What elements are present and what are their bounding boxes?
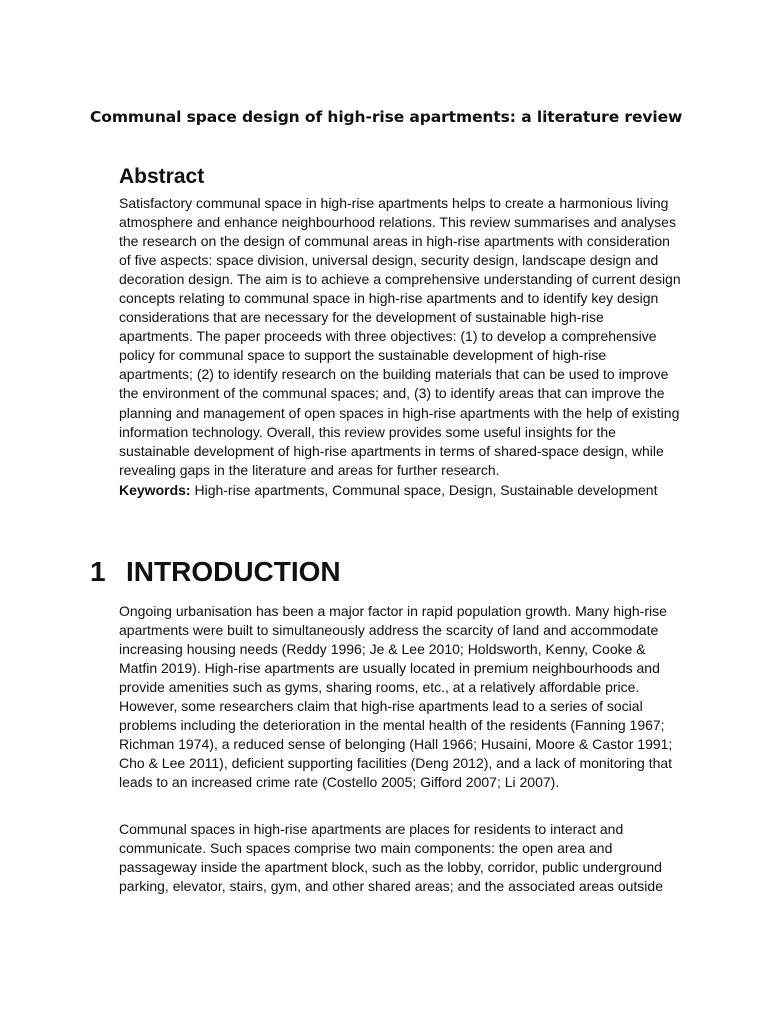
intro-paragraph-1	[119, 602, 679, 792]
section-heading	[90, 556, 341, 588]
abstract-body	[119, 194, 684, 480]
section-number: 1	[90, 556, 106, 587]
paper-title: Communal space design of high-rise apartments: a literature review	[90, 108, 683, 126]
abstract-line: apartments; (2) to identify research on the building materials that can be used to improve	[119, 366, 669, 383]
paragraph-line: Richman 1974), a reduced sense of belonging (Hall 1966; Husaini, Moore & Castor 1991;	[119, 736, 673, 753]
keywords	[119, 481, 657, 500]
section-title: INTRODUCTION	[126, 556, 341, 587]
paragraph-line: Ongoing urbanisation has been a major factor in rapid population growth. Many high-rise	[119, 603, 667, 619]
abstract-line: of five aspects: space division, universal design, security design, landscape design and	[119, 252, 659, 269]
abstract-line: Satisfactory communal space in high-rise apartments helps to create a harmonious living	[119, 195, 669, 211]
abstract-heading: Abstract	[119, 165, 205, 188]
abstract-line: information technology. Overall, this review provides some useful insights for the	[119, 423, 616, 440]
paragraph-line: problems including the deterioration in the mental health of the residents (Fanning 1967;	[119, 717, 665, 734]
abstract-line: sustainable development of high-rise apartments in terms of shared-space design, while	[119, 442, 664, 459]
paragraph-line: However, some researchers claim that high-rise apartments lead to a series of social	[119, 698, 643, 715]
paragraph-line: passageway inside the apartment block, such as the lobby, corridor, public underground	[119, 859, 662, 876]
paragraph-line: Cho & Lee 2011), deficient supporting facilities (Deng 2012), and a lack of monitoring that	[119, 755, 673, 772]
abstract-line: policy for communal space to support the sustainable development of high-rise	[119, 347, 607, 364]
abstract-line: apartments. The paper proceeds with three objectives: (1) to develop a comprehensive	[119, 328, 657, 345]
paragraph-line: leads to an increased crime rate (Costello 2005; Gifford 2007; Li 2007).	[119, 774, 560, 791]
abstract-line: the research on the design of communal areas in high-rise apartments with consideration	[119, 233, 670, 250]
abstract-line: revealing gaps in the literature and areas for further research.	[119, 461, 500, 478]
abstract-line: the environment of the communal spaces; and, (3) to identify areas that can improve the	[119, 385, 665, 402]
intro-paragraph-2	[119, 820, 679, 896]
abstract-line: considerations that are necessary for the development of sustainable high-rise	[119, 309, 604, 326]
abstract-line: concepts relating to communal space in high-rise apartments and to identify key design	[119, 290, 659, 307]
paragraph-line: increasing housing needs (Reddy 1996; Je & Lee 2010; Holdsworth, Kenny, Cooke &	[119, 641, 646, 658]
paragraph-line: Matfin 2019). High-rise apartments are usually located in premium neighbourhoods and	[119, 660, 660, 677]
paragraph-line: apartments were built to simultaneously address the scarcity of land and accommodate	[119, 622, 659, 639]
paragraph-line: Communal spaces in high-rise apartments are places for residents to interact and	[119, 821, 624, 837]
paragraph-line: parking, elevator, stairs, gym, and other shared areas; and the associated areas outside	[119, 878, 663, 895]
keywords-label: Keywords:	[119, 482, 191, 498]
abstract-line: planning and management of open spaces in high-rise apartments with the help of existing	[119, 404, 680, 421]
abstract-line: decoration design. The aim is to achieve a comprehensive understanding of current design	[119, 271, 681, 288]
abstract-line: atmosphere and enhance neighbourhood relations. This review summarises and analyses	[119, 214, 676, 231]
keywords-text: High-rise apartments, Communal space, Design, Sustainable development	[194, 482, 658, 498]
paragraph-line: communicate. Such spaces comprise two main components: the open area and	[119, 840, 613, 857]
paragraph-line: provide amenities such as gyms, sharing rooms, etc., at a relatively affordable price.	[119, 679, 640, 696]
